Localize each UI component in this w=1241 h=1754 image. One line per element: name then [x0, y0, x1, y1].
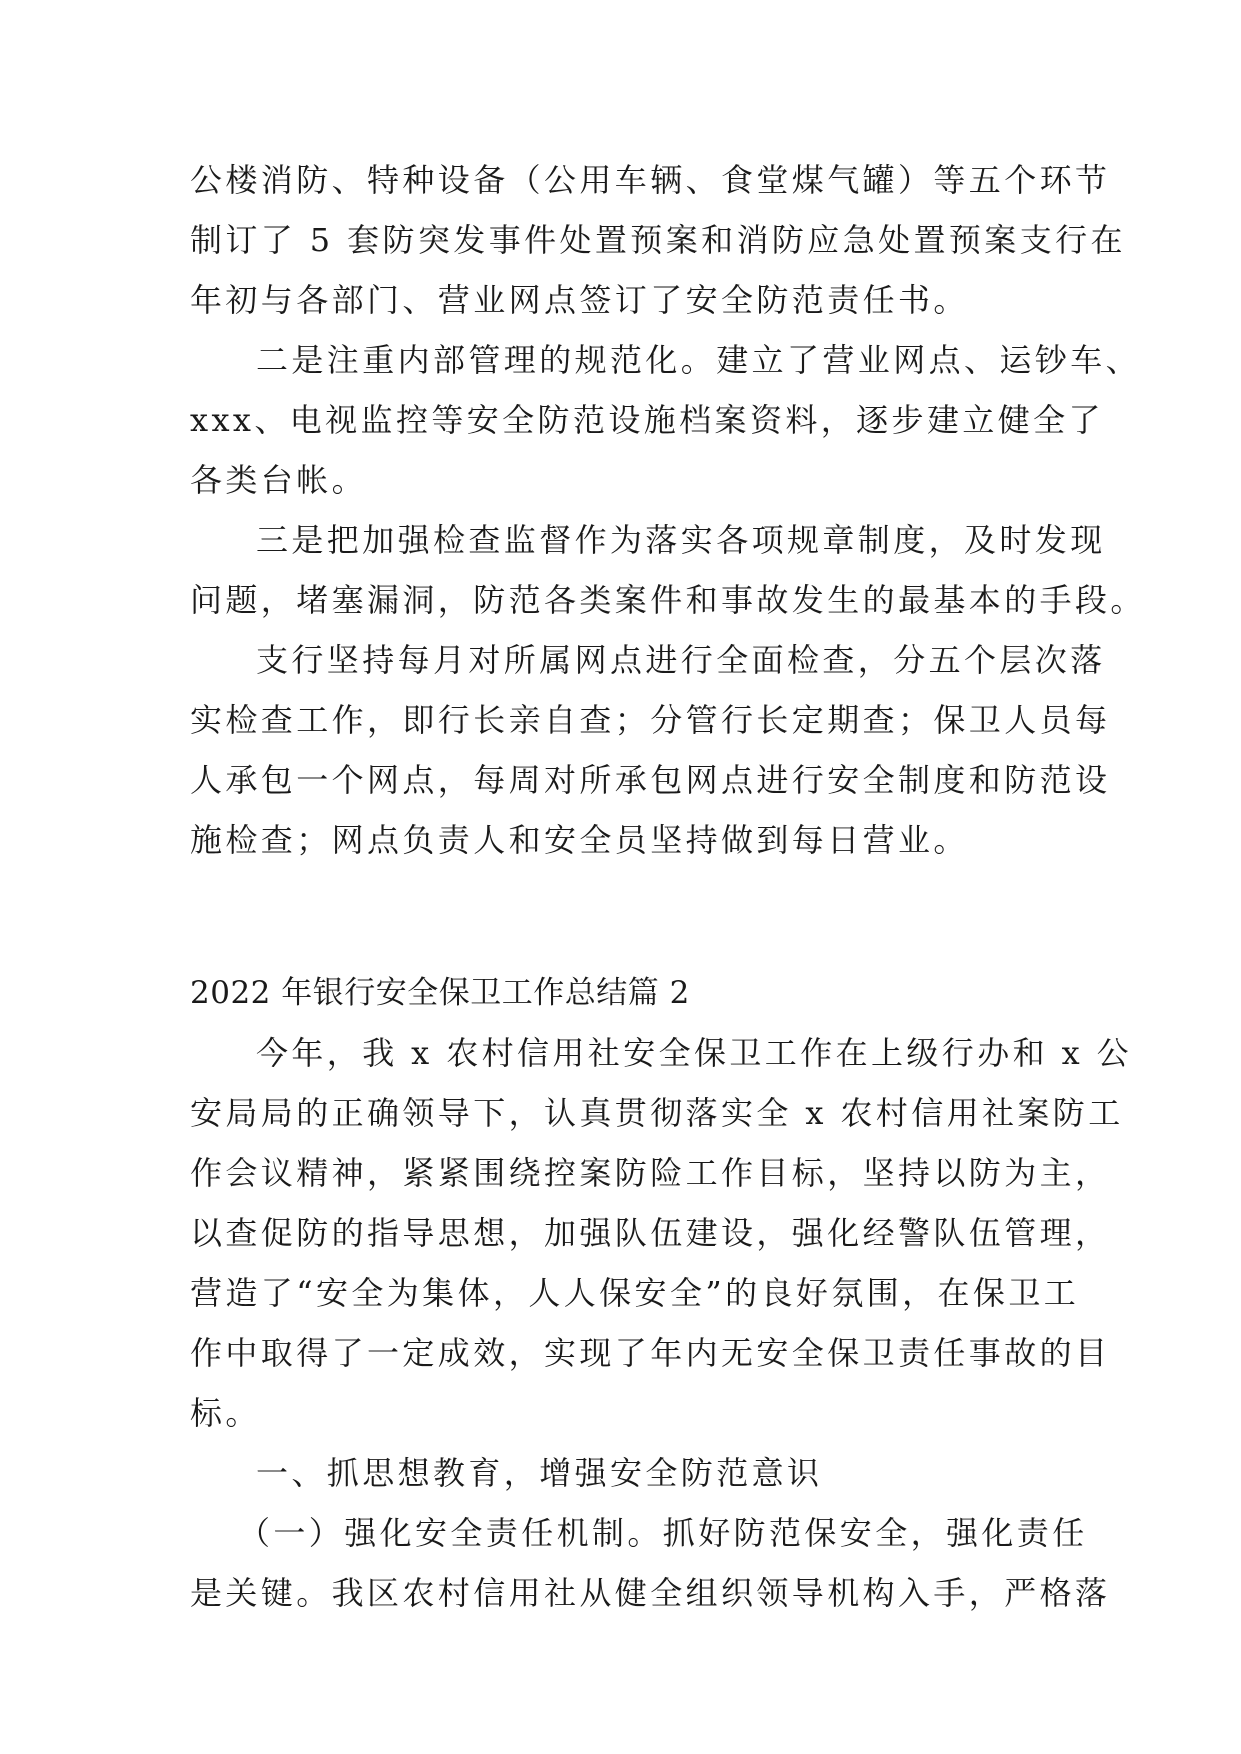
text-line: 年初与各部门、营业网点签订了安全防范责任书。 [190, 281, 969, 319]
text-line: 作中取得了一定成效，实现了年内无安全保卫责任事故的目 [190, 1334, 1111, 1372]
paragraph-monthly-inspection [190, 630, 1111, 870]
text-line: 营造了“安全为集体，人人保安全”的良好氛围，在保卫工 [190, 1274, 1080, 1312]
text-line: （一）强化安全责任机制。抓好防范保安全，强化责任 [238, 1514, 1088, 1552]
paragraph-five-links [190, 150, 1126, 330]
text-line: 以查促防的指导思想，加强队伍建设，强化经警队伍管理， [190, 1214, 1111, 1252]
section-gap [190, 870, 1070, 963]
text-line: 实检查工作，即行长亲自查；分管行长定期查；保卫人员每 [190, 701, 1111, 739]
text-line: 一、抓思想教育，增强安全防范意识 [256, 1454, 823, 1492]
paragraph-inspection-supervision [190, 510, 1146, 630]
text-line: xxx、电视监控等安全防范设施档案资料，逐步建立健全了 [190, 401, 1104, 439]
text-line: 三是把加强检查监督作为落实各项规章制度，及时发现 [256, 521, 1106, 559]
text-line: 二是注重内部管理的规范化。建立了营业网点、运钞车、 [256, 341, 1142, 379]
text-line: 今年，我 x 农村信用社安全保卫工作在上级行办和 x 公 [256, 1034, 1132, 1072]
section-heading: 2022 年银行安全保卫工作总结篇 2 [190, 975, 690, 1011]
text-line: 公楼消防、特种设备（公用车辆、食堂煤气罐）等五个环节 [190, 161, 1111, 199]
text-line: 安局局的正确领导下，认真贯彻落实全 x 农村信用社案防工 [190, 1094, 1124, 1132]
text-line: 制订了 5 套防突发事件处置预案和消防应急处置预案支行在 [190, 221, 1126, 259]
text-line: 是关键。我区农村信用社从健全组织领导机构入手，严格落 [190, 1574, 1111, 1612]
text-line: 施检查；网点负责人和安全员坚持做到每日营业。 [190, 821, 969, 859]
text-line: 各类台帐。 [190, 461, 368, 499]
text-line: 问题，堵塞漏洞，防范各类案件和事故发生的最基本的手段。 [190, 581, 1146, 619]
text-line: 支行坚持每月对所属网点进行全面检查，分五个层次落 [256, 641, 1106, 679]
subheading-ideological-education [190, 1443, 1070, 1503]
text-line: 标。 [190, 1394, 261, 1432]
text-line: 人承包一个网点，每周对所承包网点进行安全制度和防范设 [190, 761, 1111, 799]
document-page [190, 150, 1146, 1623]
paragraph-internal-management [190, 330, 1142, 510]
paragraph-this-year [190, 1023, 1132, 1443]
paragraph-responsibility-mechanism [190, 1503, 1111, 1623]
text-line: 作会议精神，紧紧围绕控案防险工作目标，坚持以防为主， [190, 1154, 1111, 1192]
